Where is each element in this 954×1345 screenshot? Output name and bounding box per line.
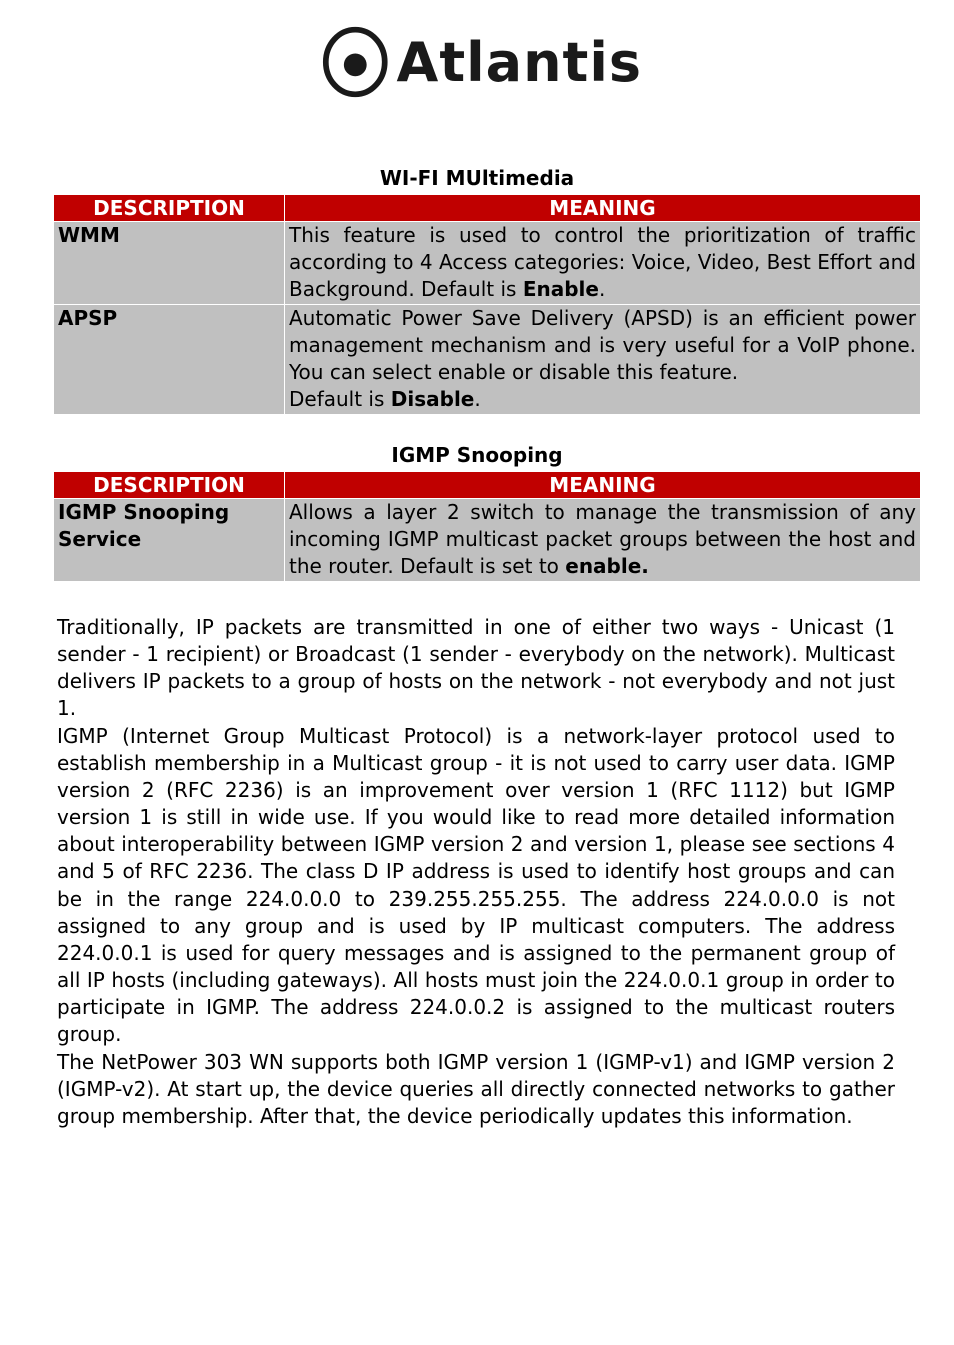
wifi-multimedia-title: WI-FI MUltimedia [379, 166, 575, 190]
table-header-row [54, 195, 921, 222]
meaning-text: This feature is used to control the prioritization of traffic according to 4 Access categories: Voice, Video, Best Effort and Background. Default is [289, 223, 916, 301]
table-row-wmm [54, 222, 921, 305]
column-header-description: DESCRIPTION [54, 472, 285, 499]
igmp-snooping-title: IGMP Snooping [391, 443, 563, 467]
paragraph: The NetPower 303 WN supports both IGMP version 1 (IGMP-v1) and IGMP version 2 (IGMP-v2). At start up, the device queries all directly connected networks to gather group membership. After that, the device periodically updates this information. [57, 1049, 895, 1128]
wifi-multimedia-table [53, 194, 921, 415]
atlantis-logo [322, 22, 642, 102]
meaning-text-default: Default is [289, 387, 391, 411]
table-row-apsp [54, 305, 921, 415]
row-meaning [285, 222, 921, 305]
meaning-default-value: Disable [390, 387, 475, 411]
meaning-text: Automatic Power Save Delivery (APSD) is an efficient power management mechanism and is very useful for a VoIP phone. You can select enable or disable this feature. [289, 306, 916, 384]
paragraph: IGMP (Internet Group Multicast Protocol) is a network-layer protocol used to establish membership in a Multicast group - it is not used to carry user data. IGMP version 2 (RFC 2236) is an improvement over version 1 (RFC 1112) but IGMP version 1 is still in wide use. If you would like to read more detailed information about interoperability between IGMP version 2 and version 1, please see sections 4 and 5 of RFC 2236. The class D IP address is used to identify host groups and can be in the range 224.0.0.0 to 239.255.255.255. The address 224.0.0.0 is not assigned to any group and is used by IP multicast computers. The address 224.0.0.1 is used for query messages and is assigned to the permanent group of all IP hosts (including gateways). All hosts must join the 224.0.0.1 group in order to participate in IGMP. The address 224.0.0.2 is assigned to the multicast routers group. [57, 723, 895, 1047]
meaning-text: Allows a layer 2 switch to manage the transmission of any incoming IGMP multicast packet groups between the host and the router. Default is set to [289, 500, 916, 578]
meaning-end: . [474, 387, 481, 411]
igmp-explanation-text [57, 614, 895, 1130]
table-row-igmp-snooping-service [54, 499, 921, 582]
row-meaning [285, 305, 921, 415]
meaning-end: . [598, 277, 606, 301]
meaning-default-value: enable. [565, 554, 649, 578]
logo-text: Atlantis [396, 30, 642, 94]
row-description: APSP [54, 305, 285, 415]
column-header-description: DESCRIPTION [54, 195, 285, 222]
column-header-meaning: MEANING [285, 472, 921, 499]
row-description: IGMP Snooping Service [54, 499, 285, 582]
table-header-row [54, 472, 921, 499]
column-header-meaning: MEANING [285, 195, 921, 222]
row-meaning [285, 499, 921, 582]
paragraph: Traditionally, IP packets are transmitted in one of either two ways - Unicast (1 sender - 1 recipient) or Broadcast (1 sender - everybody on the network). Multicast delivers IP packets to a group of hosts on the network - not everybody and not just 1. [57, 615, 895, 721]
logo-mark-icon [322, 24, 389, 100]
igmp-snooping-table [53, 471, 921, 582]
meaning-default-value: Enable [522, 277, 599, 301]
row-description: WMM [54, 222, 285, 305]
